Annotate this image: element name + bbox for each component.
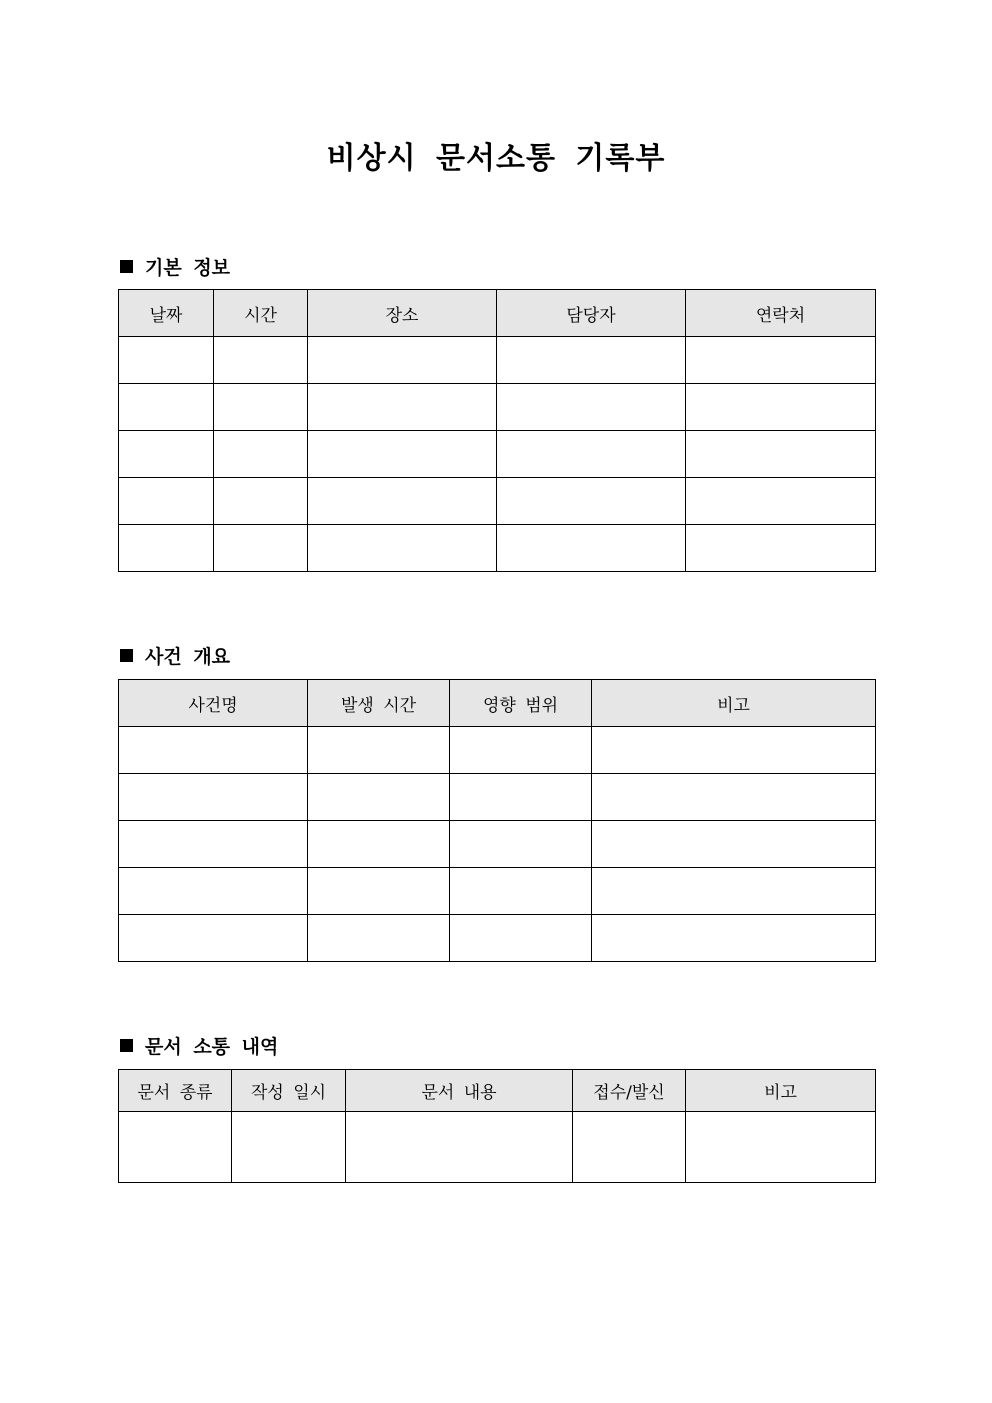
table-cell[interactable]: [450, 868, 592, 915]
column-header-remarks: 비고: [592, 680, 876, 727]
column-header-impact-scope: 영향 범위: [450, 680, 592, 727]
table-cell[interactable]: [686, 525, 876, 572]
basic-info-table: [118, 289, 876, 572]
communication-history-table: [118, 1069, 876, 1183]
table-cell[interactable]: [232, 1112, 346, 1183]
table-header-row: [119, 1070, 876, 1112]
section-heading-label: 기본 정보: [145, 257, 231, 279]
table-cell[interactable]: [119, 727, 308, 774]
table-cell[interactable]: [308, 727, 450, 774]
column-header-occurrence-time: 발생 시간: [308, 680, 450, 727]
table-cell[interactable]: [308, 525, 497, 572]
table-row: [119, 1112, 876, 1183]
table-cell[interactable]: [686, 1112, 876, 1183]
table-cell[interactable]: [119, 868, 308, 915]
table-cell[interactable]: [573, 1112, 686, 1183]
table-cell[interactable]: [214, 478, 308, 525]
table-cell[interactable]: [450, 774, 592, 821]
table-row: [119, 774, 876, 821]
table-cell[interactable]: [308, 821, 450, 868]
table-cell[interactable]: [592, 727, 876, 774]
table-row: [119, 821, 876, 868]
section-heading-label: 사건 개요: [145, 646, 231, 668]
square-bullet-icon: [120, 649, 133, 662]
document-title: 비상시 문서소통 기록부: [326, 141, 666, 176]
table-cell[interactable]: [214, 384, 308, 431]
table-cell[interactable]: [497, 431, 686, 478]
section-heading-incident-overview: [118, 642, 230, 669]
section-heading-communication-history: [118, 1032, 278, 1059]
column-header-place: 장소: [308, 290, 497, 337]
table-row: [119, 727, 876, 774]
column-header-person-in-charge: 담당자: [497, 290, 686, 337]
table-cell[interactable]: [119, 337, 214, 384]
section-heading-label: 문서 소통 내역: [145, 1036, 279, 1058]
table-cell[interactable]: [450, 821, 592, 868]
table-cell[interactable]: [592, 774, 876, 821]
column-header-created-datetime: 작성 일시: [232, 1070, 346, 1112]
table-row: [119, 915, 876, 962]
table-header-row: [119, 680, 876, 727]
table-cell[interactable]: [308, 774, 450, 821]
table-cell[interactable]: [214, 431, 308, 478]
table-cell[interactable]: [497, 478, 686, 525]
table-cell[interactable]: [119, 478, 214, 525]
column-header-time: 시간: [214, 290, 308, 337]
table-cell[interactable]: [592, 821, 876, 868]
incident-overview-table: [118, 679, 876, 962]
table-cell[interactable]: [119, 774, 308, 821]
table-cell[interactable]: [686, 337, 876, 384]
table-cell[interactable]: [119, 821, 308, 868]
table-cell[interactable]: [308, 384, 497, 431]
table-cell[interactable]: [686, 478, 876, 525]
table-cell[interactable]: [308, 868, 450, 915]
square-bullet-icon: [120, 260, 133, 273]
table-row: [119, 478, 876, 525]
column-header-remarks: 비고: [686, 1070, 876, 1112]
column-header-incident-name: 사건명: [119, 680, 308, 727]
column-header-received-sent: 접수/발신: [573, 1070, 686, 1112]
table-header-row: [119, 290, 876, 337]
table-row: [119, 868, 876, 915]
table-cell[interactable]: [497, 337, 686, 384]
table-cell[interactable]: [308, 915, 450, 962]
table-cell[interactable]: [119, 1112, 232, 1183]
table-cell[interactable]: [308, 337, 497, 384]
table-cell[interactable]: [346, 1112, 573, 1183]
table-cell[interactable]: [119, 384, 214, 431]
column-header-date: 날짜: [119, 290, 214, 337]
table-cell[interactable]: [592, 868, 876, 915]
table-cell[interactable]: [308, 431, 497, 478]
table-cell[interactable]: [119, 431, 214, 478]
column-header-document-content: 문서 내용: [346, 1070, 573, 1112]
table-row: [119, 384, 876, 431]
table-row: [119, 337, 876, 384]
table-cell[interactable]: [592, 915, 876, 962]
table-cell[interactable]: [450, 727, 592, 774]
table-cell[interactable]: [119, 525, 214, 572]
table-cell[interactable]: [214, 337, 308, 384]
table-cell[interactable]: [450, 915, 592, 962]
square-bullet-icon: [120, 1039, 133, 1052]
table-cell[interactable]: [686, 431, 876, 478]
table-row: [119, 431, 876, 478]
table-cell[interactable]: [214, 525, 308, 572]
table-cell[interactable]: [497, 525, 686, 572]
table-cell[interactable]: [686, 384, 876, 431]
section-heading-basic-info: [118, 253, 230, 280]
table-cell[interactable]: [497, 384, 686, 431]
table-cell[interactable]: [119, 915, 308, 962]
column-header-document-type: 문서 종류: [119, 1070, 232, 1112]
table-cell[interactable]: [308, 478, 497, 525]
column-header-contact: 연락처: [686, 290, 876, 337]
table-row: [119, 525, 876, 572]
